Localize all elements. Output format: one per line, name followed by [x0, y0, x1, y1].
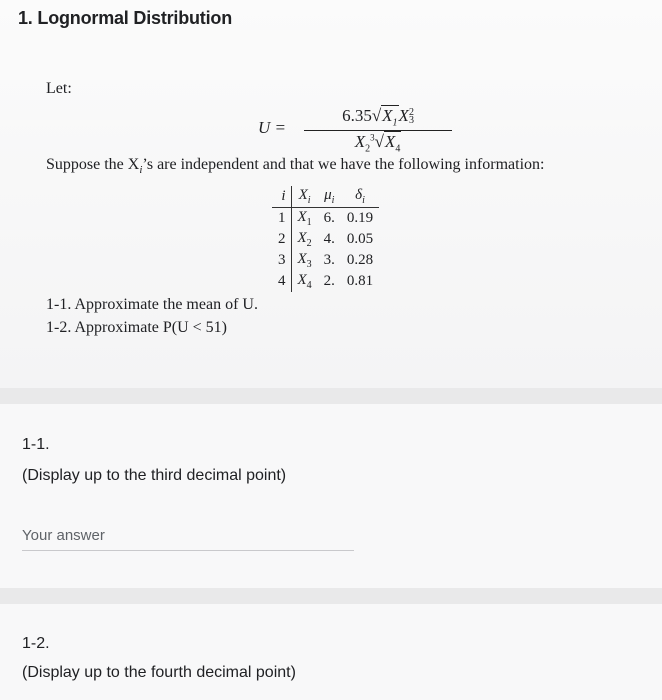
formula-fraction — [304, 106, 452, 155]
table-row: 1 $X_1$ 6. 0.19 — [272, 208, 379, 230]
part-1-2-hint: (Display up to the fourth decimal point) — [22, 664, 296, 681]
table-row: 3 $X_3$ 3. 0.28 — [272, 250, 379, 271]
table-header-row — [272, 186, 379, 208]
question-1-1-text: 1-1. Approximate the mean of U. — [46, 296, 258, 313]
problem-statement: Suppose the $X_i’s$ are independent and that we have the following information: — [46, 156, 545, 177]
col-mu-header: $\mu_i$ — [318, 186, 341, 208]
formula-lhs: U = — [258, 118, 286, 137]
answer-card-1-2 — [0, 604, 662, 700]
section-title: 1. Lognormal Distribution — [18, 8, 232, 28]
part-1-1-title: 1-1. — [22, 436, 50, 453]
table-row: 2 $X_2$ 4. 0.05 — [272, 229, 379, 250]
answer-input-1-1[interactable] — [22, 527, 354, 551]
question-1-2-text: 1-2. Approximate P(U < 51) — [46, 319, 227, 336]
col-delta-header: $\delta_i$ — [341, 186, 379, 208]
col-i-header: i — [272, 186, 291, 208]
formula-numerator: $6.35√X_1X2$ 3 — [304, 106, 452, 131]
answer-card-1-1 — [0, 404, 662, 588]
part-1-1-hint: (Display up to the third decimal point) — [22, 467, 287, 484]
info-table — [272, 186, 379, 292]
col-x-header: $X_i$ — [291, 186, 318, 208]
table-row: 4 $X_4$ 2. 0.81 — [272, 271, 379, 292]
part-1-2-title: 1-2. — [22, 635, 50, 652]
formula-denominator: $X_2^3√X_4$ — [354, 132, 401, 155]
let-label: Let: — [46, 80, 72, 97]
